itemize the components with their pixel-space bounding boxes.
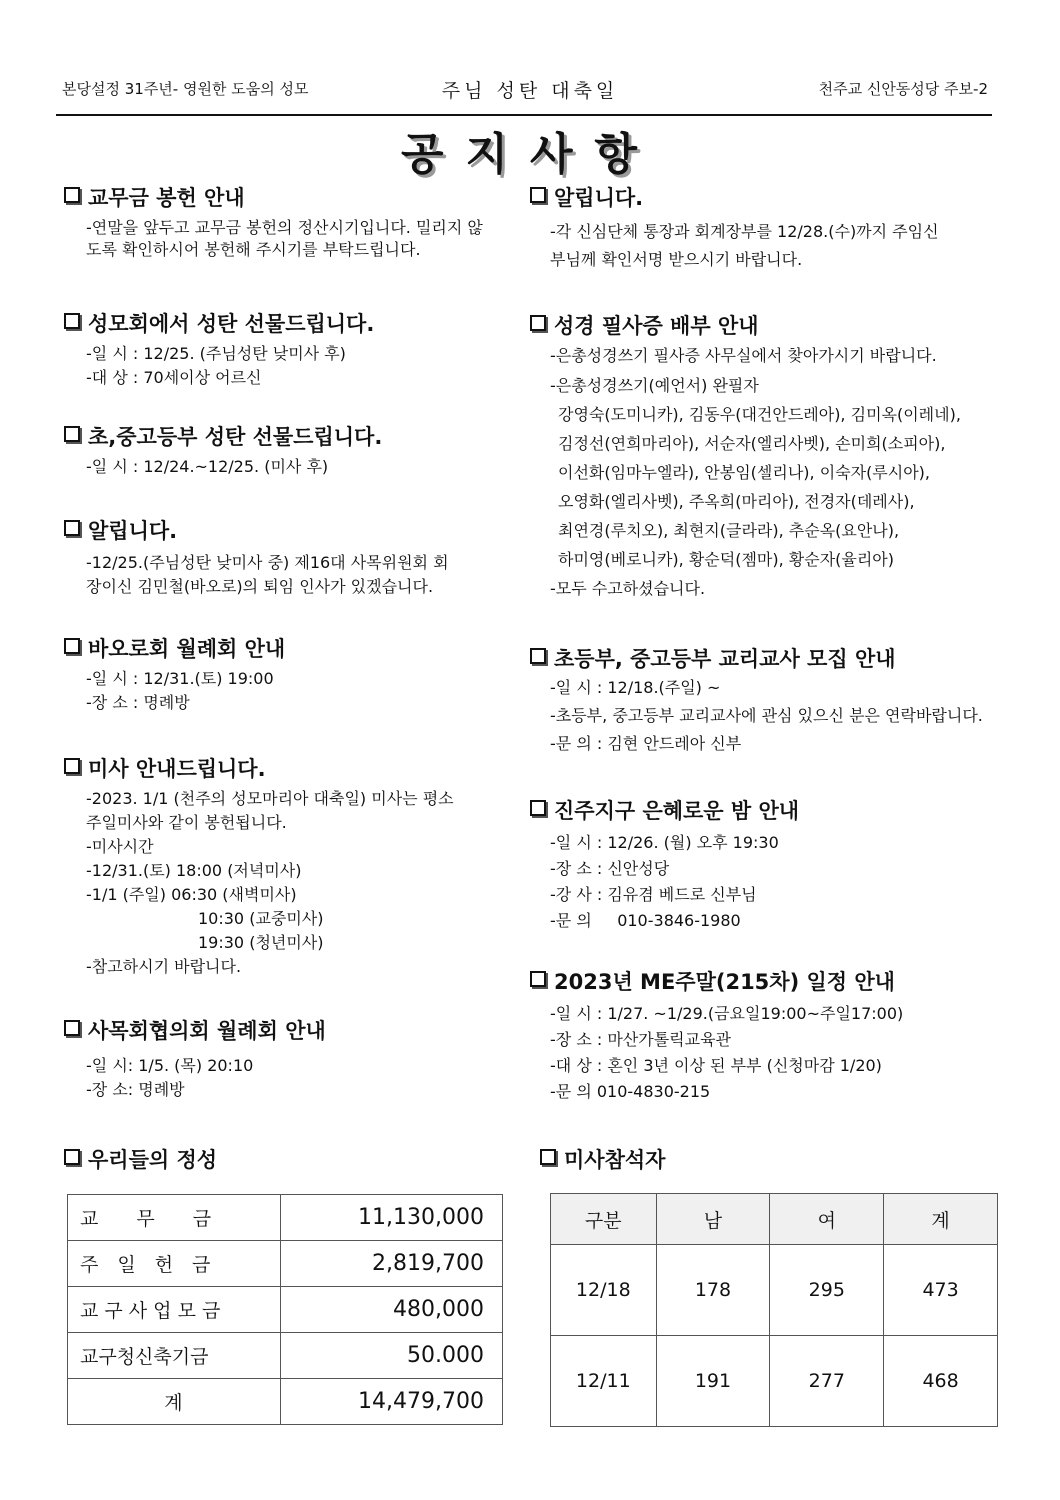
section-line: 김정선(연희마리아), 서순자(엘리사벳), 손미희(소피아), (558, 434, 946, 453)
section-line: 오영화(엘리사벳), 주옥희(마리아), 전경자(데레사), (558, 492, 915, 511)
section-notice-left (64, 516, 504, 599)
section-line: -일 시 : 1/27. ~1/29.(금요일19:00~주일17:00) (550, 1004, 904, 1023)
offering-value: 14,479,700 (280, 1379, 502, 1425)
offering-label: 계 (68, 1379, 281, 1425)
header-right: 천주교 신안동성당 주보-2 (818, 80, 988, 98)
attendance-table (550, 1193, 998, 1427)
section-line: -장 소 : 명례방 (86, 693, 190, 712)
section-line: -대 상 : 70세이상 어르신 (86, 368, 262, 387)
attendance-total: 473 (884, 1245, 998, 1336)
page-title: 공지사항 (400, 129, 659, 180)
offering-label: 교 구 사 업 모 금 (68, 1287, 281, 1333)
section-gift-elders (64, 309, 504, 390)
checkbox-icon (530, 971, 546, 987)
offering-value: 2,819,700 (280, 1241, 502, 1287)
offering-value: 50.000 (280, 1333, 502, 1379)
checkbox-icon (64, 758, 80, 774)
section-line: -문 의 010-4830-215 (550, 1082, 711, 1101)
offering-value: 11,130,000 (280, 1195, 502, 1241)
attendance-male: 191 (656, 1336, 770, 1427)
section-line: 장이신 김민철(바오로)의 퇴임 인사가 있겠습니다. (86, 577, 434, 596)
section-heading: 알립니다. (554, 186, 644, 210)
section-line: 19:30 (청년미사) (198, 933, 324, 952)
section-line: -일 시 : 12/25. (주님성탄 낮미사 후) (86, 344, 346, 363)
section-bible-copy (530, 311, 1000, 603)
section-line: -모두 수고하셨습니다. (550, 579, 706, 598)
offering-value: 480,000 (280, 1287, 502, 1333)
checkbox-icon (64, 187, 80, 203)
section-line: 하미영(베로니카), 황순덕(젬마), 황순자(율리아) (558, 550, 895, 569)
checkbox-icon (64, 426, 80, 442)
section-heading: 교무금 봉헌 안내 (88, 186, 245, 210)
section-line: 주일미사와 같이 봉헌됩니다. (86, 813, 287, 832)
section-line: -강 사 : 김유겸 베드로 신부님 (550, 885, 757, 904)
checkbox-icon (64, 638, 80, 654)
table-header-row (551, 1194, 998, 1245)
section-heading: 2023년 ME주말(215차) 일정 안내 (554, 970, 895, 994)
attendance-female: 277 (770, 1336, 884, 1427)
section-line: -문 의 010-3846-1980 (550, 911, 741, 930)
section-line: -장 소 : 마산가톨릭교육관 (550, 1030, 731, 1049)
section-line: -은총성경쓰기(예언서) 완필자 (550, 376, 759, 395)
section-text: -연말을 앞두고 교무금 봉헌의 정산시기입니다. 밀리지 않도록 확인하시어 봉헌해 주시기를 부탁드립니다. (86, 218, 483, 259)
checkbox-icon (64, 1020, 80, 1036)
column-header: 계 (884, 1194, 998, 1245)
section-line: 이선화(임마누엘라), 안봉임(셀리나), 이숙자(루시아), (558, 463, 931, 482)
section-line: -각 신심단체 통장과 회계장부를 12/28.(수)까지 주임신 (550, 222, 939, 241)
checkbox-icon (540, 1149, 556, 1165)
section-heading: 알립니다. (88, 519, 178, 543)
section-paul-meeting (64, 634, 504, 715)
section-heading: 바오로회 월례회 안내 (88, 637, 286, 661)
section-notice-right (530, 183, 1000, 274)
section-line: -일 시: 1/5. (목) 20:10 (86, 1056, 254, 1075)
section-council-meeting (64, 1016, 504, 1102)
table-row (68, 1241, 503, 1287)
section-line: -일 시 : 12/31.(토) 19:00 (86, 669, 274, 688)
attendance-total: 468 (884, 1336, 998, 1427)
attendance-heading: 미사참석자 (564, 1148, 666, 1172)
table-row (68, 1379, 503, 1425)
checkbox-icon (530, 800, 546, 816)
checkbox-icon (530, 648, 546, 664)
section-line: -문 의 : 김현 안드레아 신부 (550, 734, 742, 753)
section-heading: 초,중고등부 성탄 선물드립니다. (88, 425, 383, 449)
section-line: -일 시 : 12/18.(주일) ~ (550, 678, 721, 697)
section-me-weekend (530, 967, 1000, 1105)
section-line: -일 시 : 12/24.~12/25. (미사 후) (86, 457, 329, 476)
checkbox-icon (530, 315, 546, 331)
offering-heading: 우리들의 정성 (88, 1148, 218, 1172)
section-tithe (64, 183, 492, 261)
section-line: -초등부, 중고등부 교리교사에 관심 있으신 분은 연락바랍니다. (550, 706, 983, 725)
attendance-date: 12/18 (551, 1245, 657, 1336)
section-line: -12/25.(주님성탄 낮미사 중) 제16대 사목위원회 회 (86, 553, 449, 572)
table-row (551, 1336, 998, 1427)
table-row (68, 1333, 503, 1379)
offering-label: 주 일 헌 금 (68, 1241, 281, 1287)
header-left: 본당설정 31주년- 영원한 도움의 성모 (62, 80, 309, 98)
table-row (68, 1287, 503, 1333)
column-header: 여 (770, 1194, 884, 1245)
section-heading: 초등부, 중고등부 교리교사 모집 안내 (554, 647, 896, 671)
section-line: -대 상 : 혼인 3년 이상 된 부부 (신청마감 1/20) (550, 1056, 882, 1075)
checkbox-icon (64, 520, 80, 536)
column-header: 구분 (551, 1194, 657, 1245)
section-heading: 사목회협의회 월례회 안내 (88, 1019, 326, 1043)
section-line: -2023. 1/1 (천주의 성모마리아 대축일) 미사는 평소 (86, 789, 454, 808)
section-line: 강영숙(도미니카), 김동우(대건안드레아), 김미옥(이레네), (558, 405, 961, 424)
section-line: 부님께 확인서명 받으시기 바랍니다. (550, 250, 803, 269)
section-line: 최연경(루치오), 최현지(글라라), 추순옥(요안나), (558, 521, 900, 540)
section-heading: 성경 필사증 배부 안내 (554, 314, 759, 338)
header-center: 주님 성탄 대축일 (441, 80, 619, 102)
attendance-male: 178 (656, 1245, 770, 1336)
section-catechist-recruit (530, 644, 1000, 758)
checkbox-icon (64, 1149, 80, 1165)
offering-label: 교구청신축기금 (68, 1333, 281, 1379)
section-line: -참고하시기 바랍니다. (86, 957, 242, 976)
section-line: -장 소: 명례방 (86, 1080, 185, 1099)
section-heading: 성모회에서 성탄 선물드립니다. (88, 312, 375, 336)
section-jinju-evening (530, 796, 1000, 934)
section-line: -12/31.(토) 18:00 (저녁미사) (86, 861, 302, 880)
column-header: 남 (656, 1194, 770, 1245)
section-heading: 진주지구 은혜로운 밤 안내 (554, 799, 800, 823)
section-heading: 미사 안내드립니다. (88, 757, 266, 781)
checkbox-icon (64, 313, 80, 329)
attendance-date: 12/11 (551, 1336, 657, 1427)
section-line: -일 시 : 12/26. (월) 오후 19:30 (550, 833, 779, 852)
offering-heading-block (64, 1145, 217, 1175)
section-gift-youth (64, 422, 504, 479)
section-mass-info (64, 754, 504, 979)
section-line: -1/1 (주일) 06:30 (새벽미사) (86, 885, 297, 904)
table-row (68, 1195, 503, 1241)
section-line: -미사시간 (86, 837, 154, 856)
section-line: -은총성경쓰기 필사증 사무실에서 찾아가시기 바랍니다. (550, 346, 937, 365)
section-line: 10:30 (교중미사) (198, 909, 324, 928)
section-line: -장 소 : 신안성당 (550, 859, 670, 878)
table-row (551, 1245, 998, 1336)
checkbox-icon (530, 187, 546, 203)
offering-label: 교 무 금 (68, 1195, 281, 1241)
offering-table (67, 1194, 503, 1425)
header-rule (56, 114, 992, 116)
attendance-heading-block (540, 1145, 665, 1175)
attendance-female: 295 (770, 1245, 884, 1336)
